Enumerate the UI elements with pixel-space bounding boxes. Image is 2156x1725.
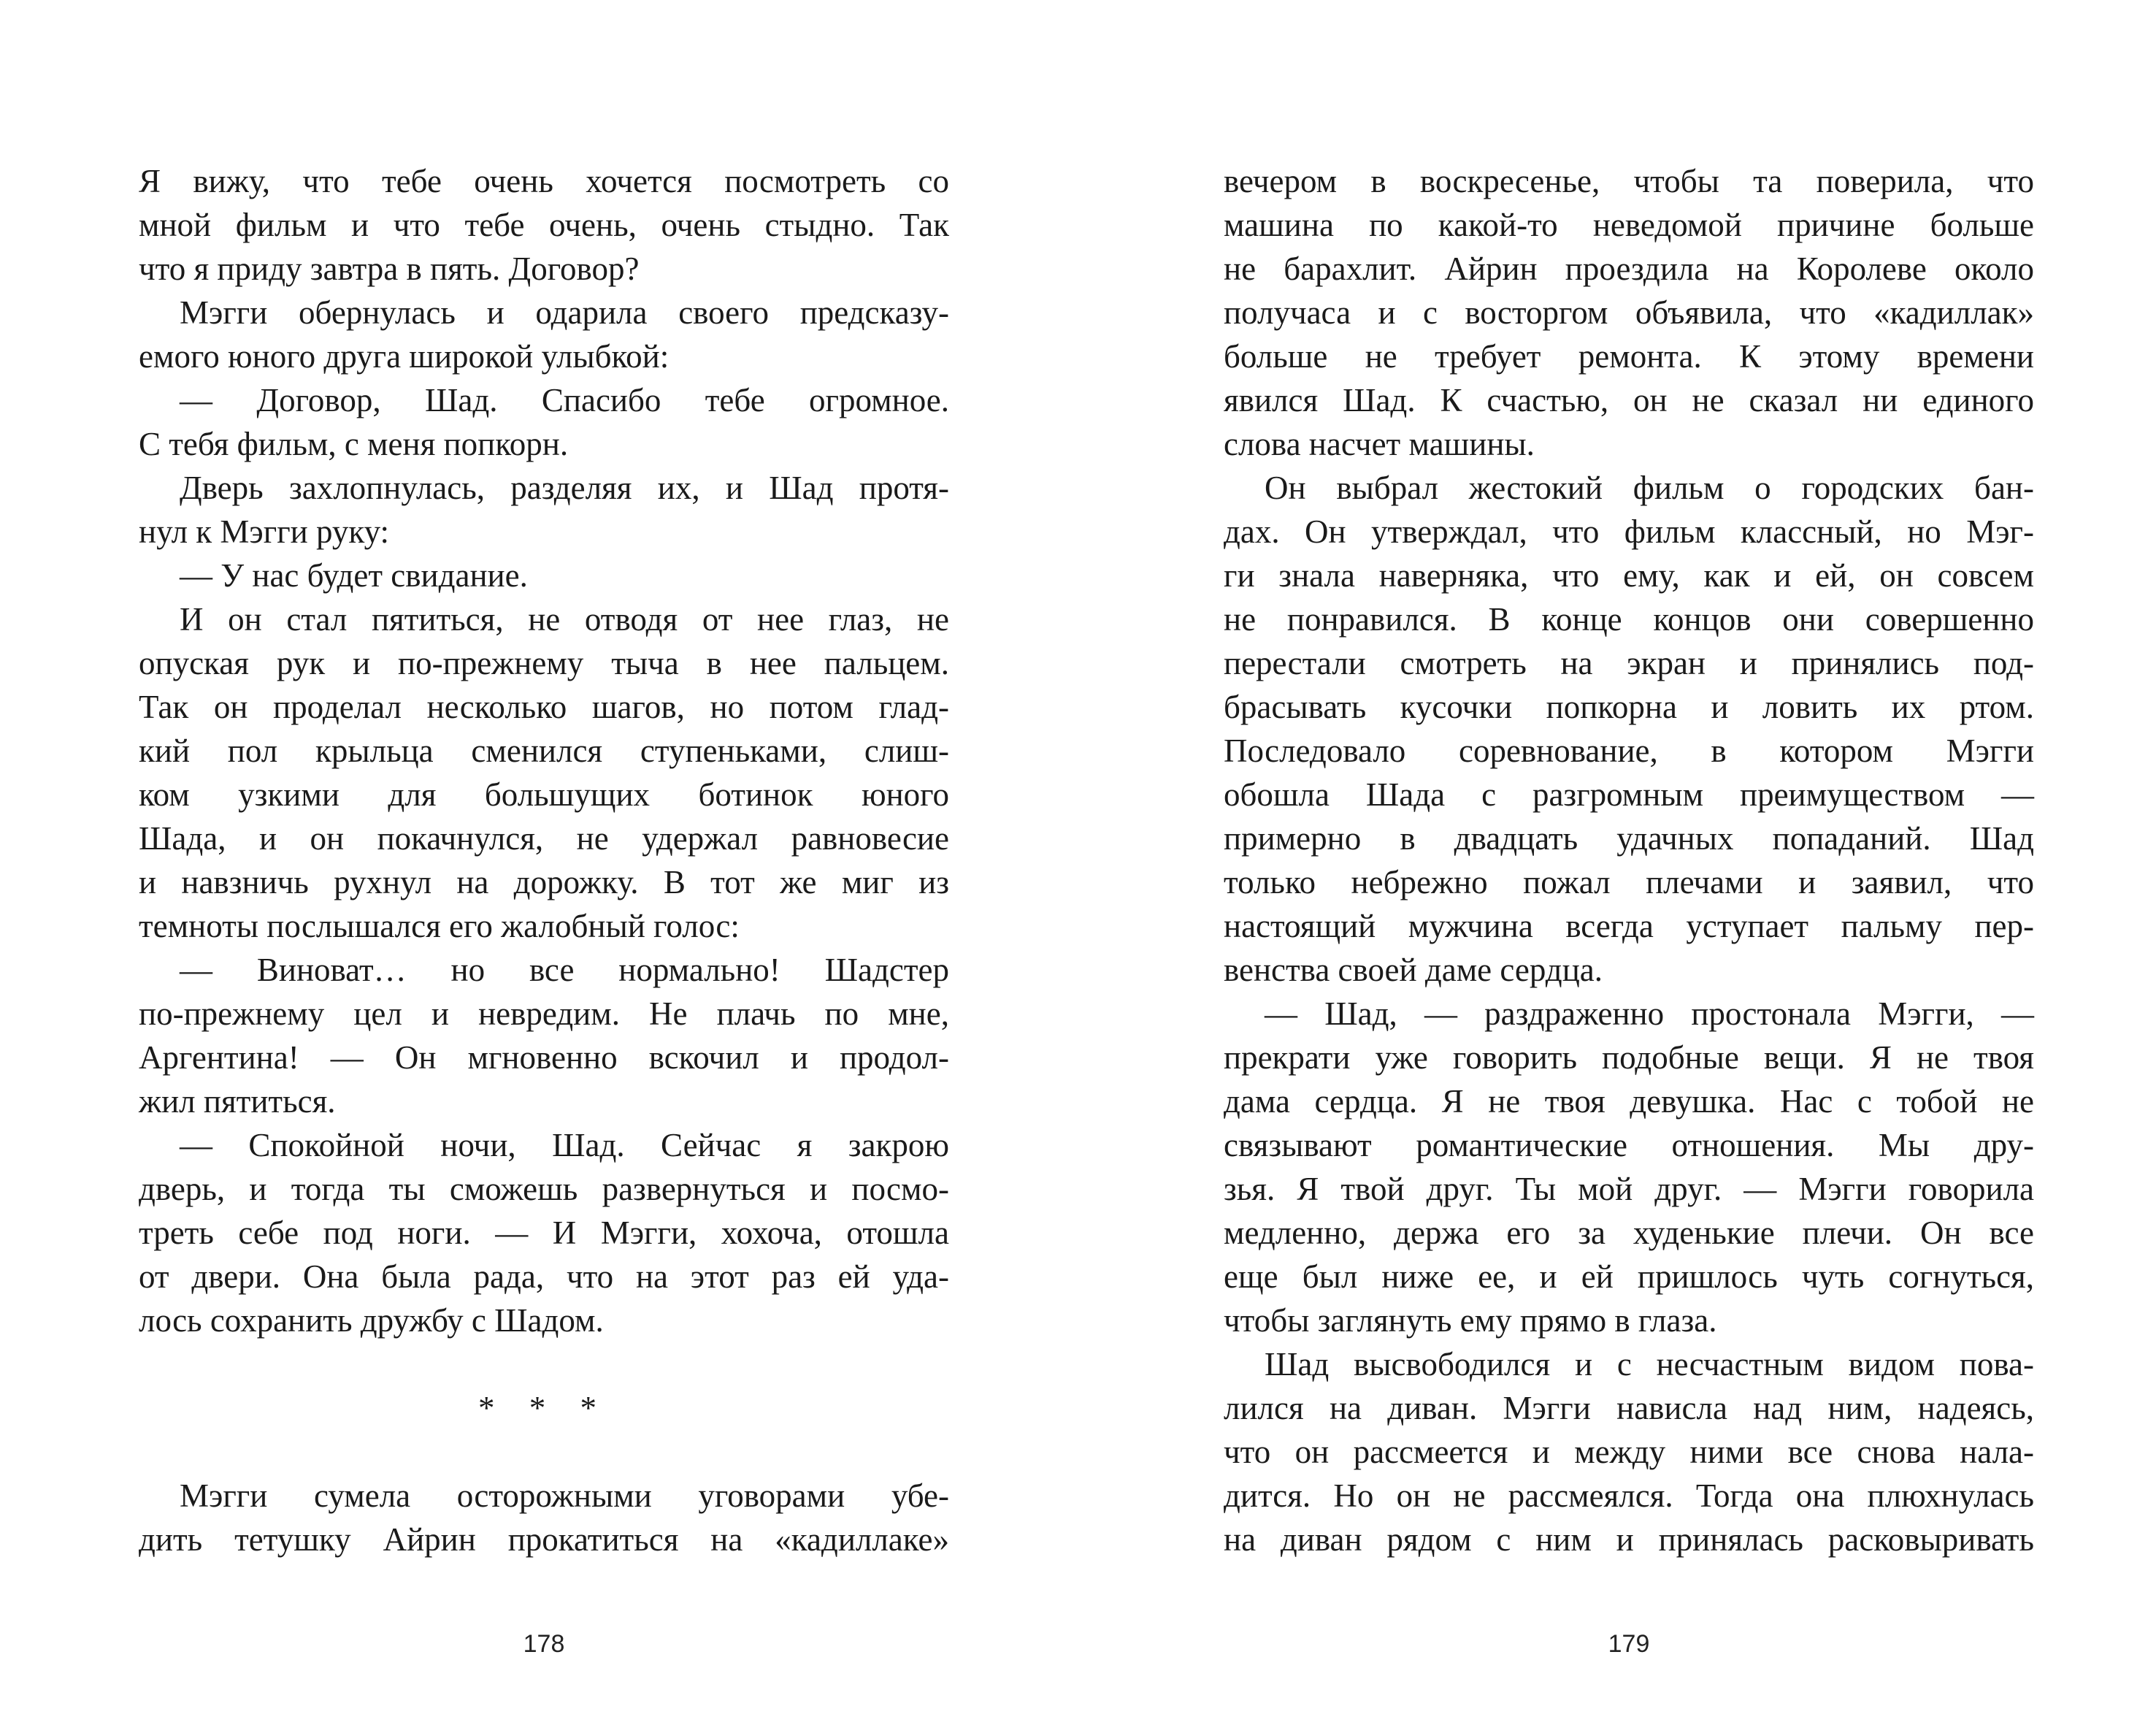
text-line: мной фильм и что тебе очень, очень стыдно. Так [139,207,949,243]
text-line: Я вижу, что тебе очень хочется посмотреть со [139,163,949,199]
text-line: лось сохранить дружбу с Шадом. [139,1302,604,1339]
text-line: — У нас будет свидание. [180,557,528,594]
text-line: по-прежнему цел и невредим. Не плачь по мне, [139,995,949,1032]
text-line: обошла Шада с разгромным преимуществом — [1224,776,2034,813]
text-line: Так он проделал несколько шагов, но потом глад- [139,689,949,725]
text-line: Мэгги сумела осторожными уговорами убе- [180,1477,949,1514]
text-line: С тебя фильм, с меня попкорн. [139,426,569,462]
text-line: — Виноват… но все нормально! Шадстер [180,952,949,988]
text-line: машина по какой-то неведомой причине больше [1224,207,2034,243]
text-line: Шада, и он покачнулся, не удержал равновесие [139,820,949,857]
text-line: Он выбрал жестокий фильм о городских бан- [1265,470,2034,506]
text-line: ги знала наверняка, что ему, как и ей, он совсем [1224,557,2034,594]
text-line: не понравился. В конце концов они совершенно [1224,601,2034,638]
text-line: от двери. Она была рада, что на этот раз ей уда- [139,1258,949,1295]
text-line: не барахлит. Айрин проездила на Королеве около [1224,250,2034,287]
right-page [1078,0,2156,1725]
text-line: на диван рядом с ним и принялась расковыривать [1224,1521,2034,1558]
text-line: дах. Он утверждал, что фильм классный, но Мэг- [1224,513,2034,550]
section-separator: * * * [478,1390,610,1426]
text-line: больше не требует ремонта. К этому времени [1224,338,2034,375]
text-line: что он рассмеется и между ними все снова нала- [1224,1434,2034,1470]
text-line: вечером в воскресенье, чтобы та поверила, что [1224,163,2034,199]
text-line: — Спокойной ночи, Шад. Сейчас я закрою [180,1127,949,1163]
text-line: ком узкими для большущих ботинок юного [139,776,949,813]
text-line: примерно в двадцать удачных попаданий. Шад [1224,820,2034,857]
text-line: темноты послышался его жалобный голос: [139,908,740,944]
text-line: только небрежно пожал плечами и заявил, что [1224,864,2034,900]
text-line: явился Шад. К счастью, он не сказал ни единого [1224,382,2034,418]
left-page-text [139,159,949,1561]
left-lines-after-separator [139,1474,949,1561]
text-line: связывают романтические отношения. Мы дру- [1224,1127,2034,1163]
text-line: зья. Я твой друг. Ты мой друг. — Мэгги говорила [1224,1171,2034,1207]
text-line: брасывать кусочки попкорна и ловить их ртом. [1224,689,2034,725]
text-line: медленно, держа его за худенькие плечи. Он все [1224,1215,2034,1251]
text-line: и навзничь рухнул на дорожку. В тот же миг из [139,864,949,900]
text-line: И он стал пятиться, не отводя от нее глаз, не [180,601,949,638]
text-line: емого юного друга широкой улыбкой: [139,338,670,375]
left-lines-before-separator [139,159,949,1342]
text-line: настоящий мужчина всегда уступает пальму пер- [1224,908,2034,944]
text-line: слова насчет машины. [1224,426,1535,462]
text-line: жил пятиться. [139,1083,336,1120]
text-line: дить тетушку Айрин прокатиться на «кадиллаке» [139,1521,949,1558]
right-lines [1224,159,2034,1561]
text-line: нул к Мэгги руку: [139,513,390,550]
text-line: — Шад, — раздраженно простонала Мэгги, — [1265,995,2034,1032]
text-line: треть себе под ноги. — И Мэгги, хохоча, отошла [139,1215,949,1251]
text-line: чтобы заглянуть ему прямо в глаза. [1224,1302,1717,1339]
text-line: прекрати уже говорить подобные вещи. Я не твоя [1224,1039,2034,1076]
text-line: получаса и с восторгом объявила, что «кадиллак» [1224,294,2034,331]
text-line: Мэгги обернулась и одарила своего предсказу- [180,294,949,331]
text-line: дверь, и тогда ты сможешь развернуться и посмо- [139,1171,949,1207]
text-line: кий пол крыльца сменился ступеньками, слиш- [139,733,949,769]
text-line: дится. Но он не рассмеялся. Тогда она плюхнулась [1224,1477,2034,1514]
text-line: венства своей даме сердца. [1224,952,1603,988]
text-line: Дверь захлопнулась, разделяя их, и Шад протя- [180,470,949,506]
text-line: Аргентина! — Он мгновенно вскочил и продол- [139,1039,949,1076]
text-line: опуская рук и по-прежнему тыча в нее пальцем. [139,645,949,681]
text-line: лился на диван. Мэгги нависла над ним, надеясь, [1224,1390,2034,1426]
right-page-text [1224,159,2034,1561]
page-number-left: 178 [523,1630,565,1658]
text-line: что я приду завтра в пять. Договор? [139,250,640,287]
page-number-right: 179 [1608,1630,1650,1658]
text-line: Шад высвободился и с несчастным видом пова- [1265,1346,2034,1382]
text-line: еще был ниже ее, и ей пришлось чуть согнуться, [1224,1258,2034,1295]
text-line: дама сердца. Я не твоя девушка. Нас с тобой не [1224,1083,2034,1120]
text-line: Последовало соревнование, в котором Мэгги [1224,733,2034,769]
text-line: перестали смотреть на экран и принялись под- [1224,645,2034,681]
text-line: — Договор, Шад. Спасибо тебе огромное. [180,382,949,418]
